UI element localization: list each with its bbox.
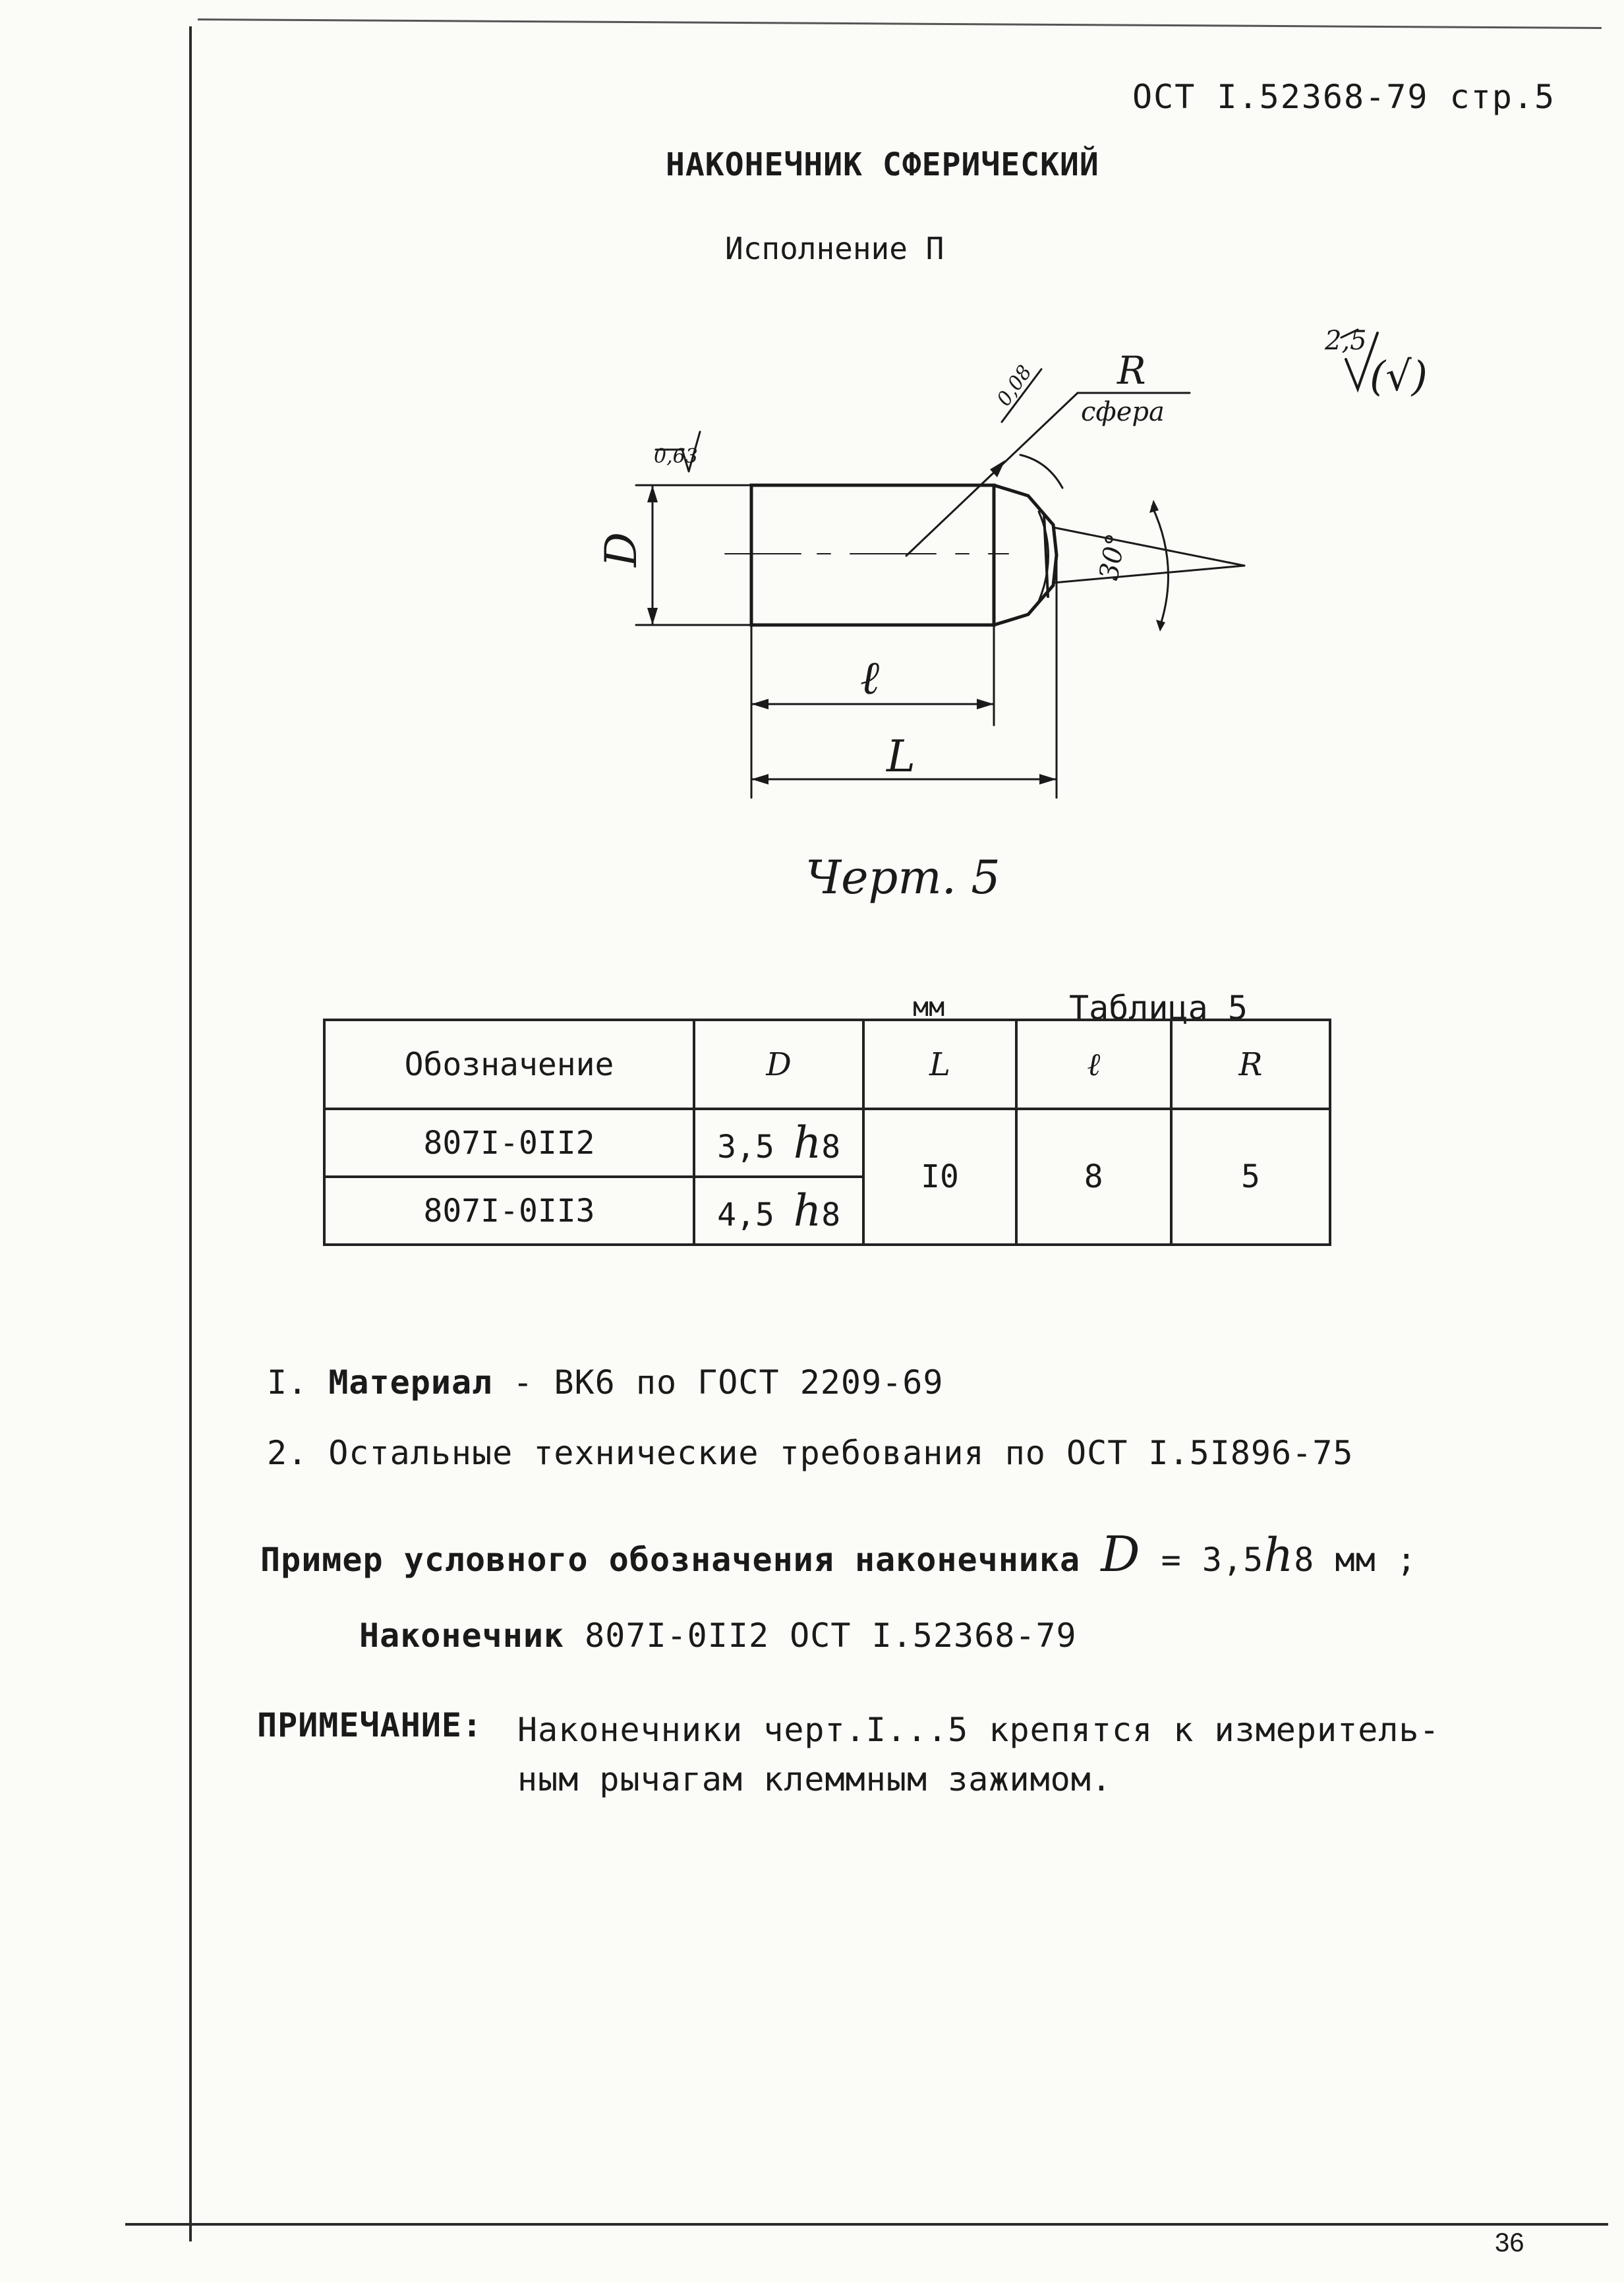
L-cell: I0 (863, 1109, 1016, 1245)
page-frame-bottom (125, 2223, 1608, 2226)
document-subtitle: Исполнение П (725, 231, 944, 266)
remark-line-1: Наконечники черт.I...5 крепятся к измеритель- (517, 1711, 1440, 1749)
table-caption: Таблица 5 (1069, 989, 1248, 1027)
l-cell: 8 (1016, 1109, 1171, 1245)
radius-label: R (1117, 348, 1146, 393)
document-title: НАКОНЕЧНИК СФЕРИЧЕСКИЙ (666, 146, 1099, 183)
designation-example: Пример условного обозначения наконечника D = 3,5h8 мм ; (260, 1526, 1417, 1583)
surface-roughness-label: 0,63 (654, 445, 698, 468)
remark-line-2: ным рычагам клеммным зажимом. (517, 1760, 1112, 1798)
page-frame-left (189, 26, 192, 2241)
specification-table (323, 1019, 1331, 1246)
header-L: L (863, 1020, 1016, 1109)
standard-reference: ОСТ I.52368-79 стр.5 (1132, 78, 1556, 116)
table-header-row (324, 1020, 1330, 1109)
length-L-label: L (886, 731, 915, 782)
angle-label: 30° (1093, 531, 1132, 583)
length-l-label: ℓ (860, 651, 880, 705)
diameter-label: D (596, 532, 647, 567)
page-frame-top (198, 18, 1602, 29)
general-roughness-label: 2,5 (1325, 326, 1367, 356)
radius-note: сфера (1081, 397, 1165, 427)
general-roughness-suffix: (√) (1370, 352, 1428, 400)
table-unit: мм (913, 992, 945, 1023)
header-l: ℓ (1016, 1020, 1171, 1109)
designation-cell: 807I-0II2 (324, 1109, 694, 1177)
table-row (324, 1109, 1330, 1177)
note-2: 2. Остальные технические требования по ОСТ I.5I896-75 (267, 1434, 1354, 1472)
designation-cell: 807I-0II3 (324, 1177, 694, 1245)
header-d: D (694, 1020, 863, 1109)
page-number: 36 (1495, 2228, 1524, 2257)
d-cell: 4,5 h8 (694, 1177, 863, 1245)
remark-label: ПРИМЕЧАНИЕ: (257, 1706, 483, 1744)
r-cell: 5 (1171, 1109, 1330, 1245)
designation-example-value: Наконечник 807I-0II2 ОСТ I.52368-79 (359, 1616, 1077, 1655)
technical-drawing (567, 303, 1490, 936)
header-r: R (1171, 1020, 1330, 1109)
drawing-caption: Черт. 5 (805, 850, 1000, 904)
form-tolerance-label: 0,08 (992, 361, 1037, 411)
d-cell: 3,5 h8 (694, 1109, 863, 1177)
note-1: I. Материал - ВК6 по ГОСТ 2209-69 (267, 1363, 944, 1402)
header-designation: Обозначение (324, 1020, 694, 1109)
